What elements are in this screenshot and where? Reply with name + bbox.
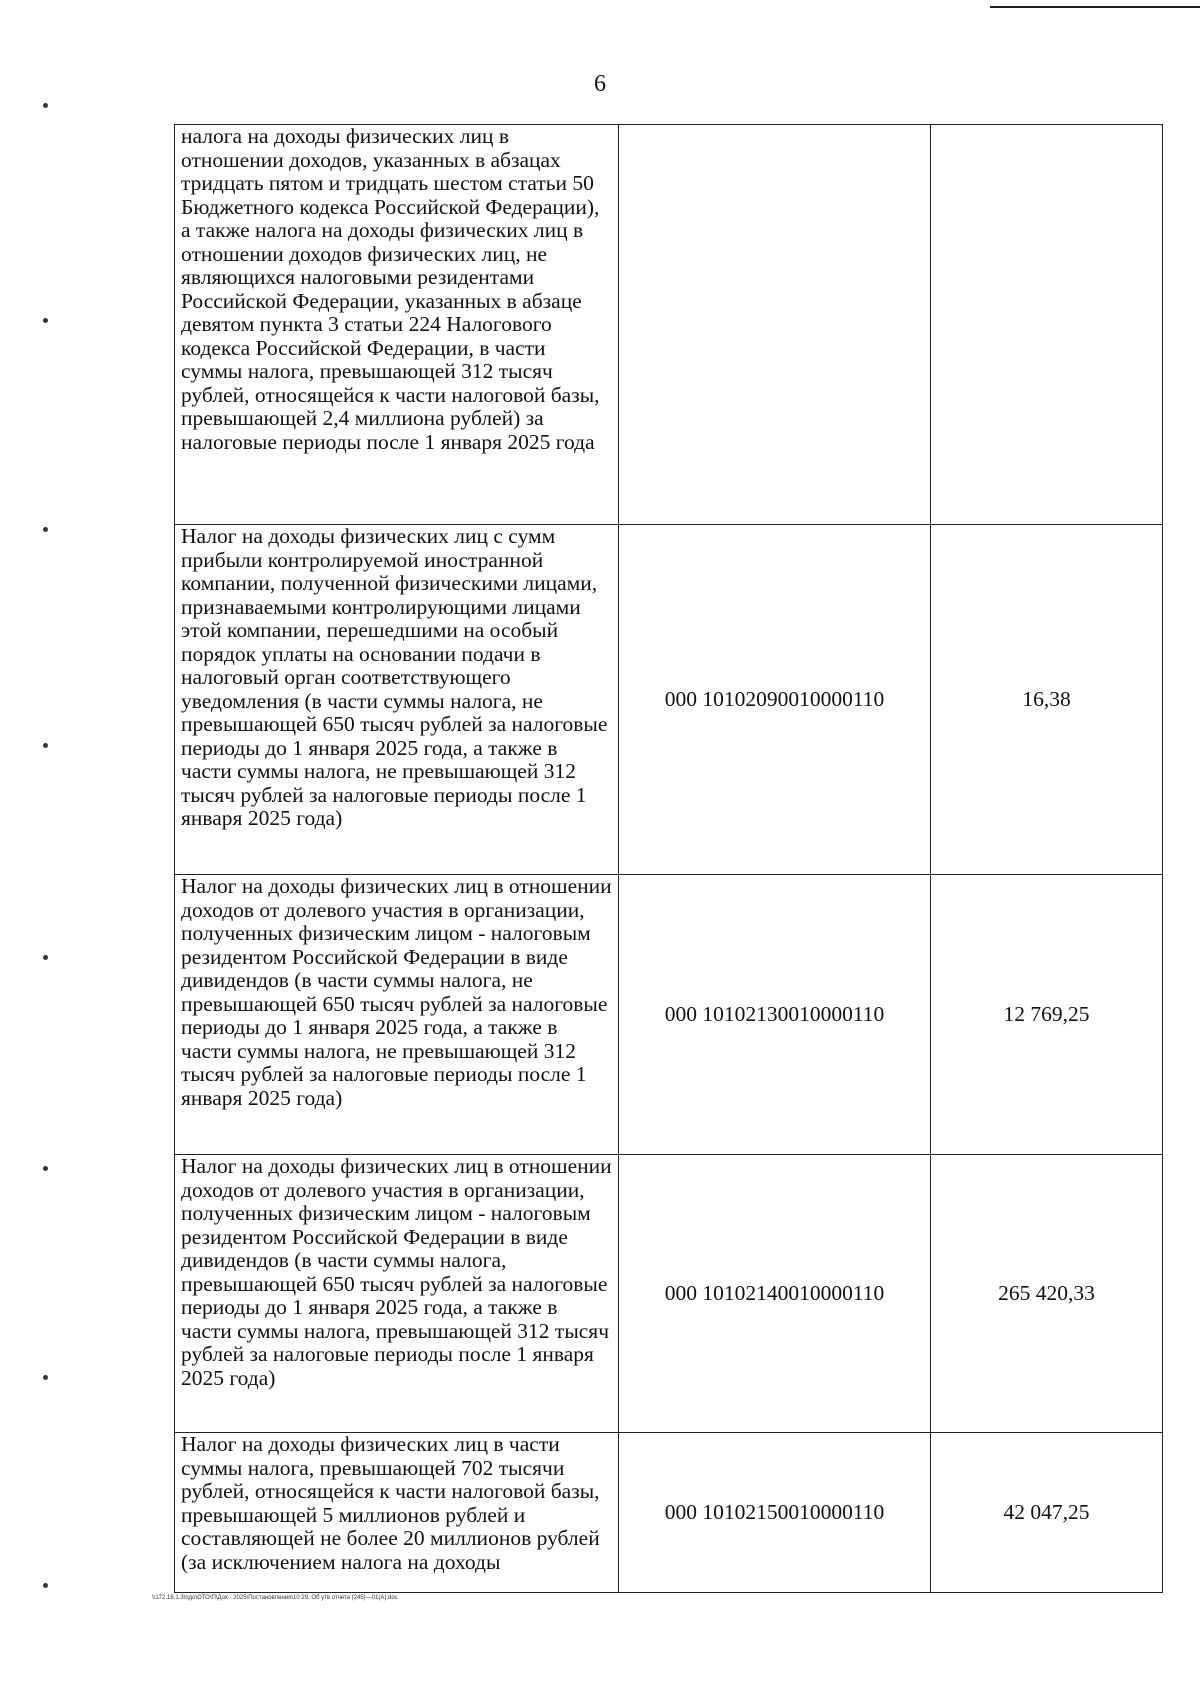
- amount-cell: 12 769,25: [931, 875, 1163, 1155]
- income-name-cell: Налог на доходы физических лиц с сумм прибыли контролируемой иностранной компании, полученной физическими лицами, признаваемыми контролирующими лицами этой компании, перешедшими на особый порядок уплаты на основании подачи в налоговый орган соответствующего уведомления (в части суммы налога, не превышающей 650 тысяч рублей за налоговые периоды до 1 января 2025 года, а также в части суммы налога, не превышающей 312 тысяч рублей за налоговые периоды после 1 января 2025 года): [175, 525, 619, 875]
- margin-dot: [43, 1166, 48, 1171]
- page-number: 6: [594, 71, 606, 97]
- top-rule: [990, 6, 1200, 8]
- amount-cell: [931, 125, 1163, 525]
- table-row: [175, 1433, 1163, 1593]
- margin-dot: [43, 1375, 48, 1380]
- budget-code-cell: 000 10102150010000110: [619, 1433, 931, 1593]
- table-row: [175, 125, 1163, 525]
- margin-dot: [43, 955, 48, 960]
- budget-code-cell: [619, 125, 931, 525]
- margin-dot: [43, 743, 48, 748]
- amount-cell: 265 420,33: [931, 1155, 1163, 1433]
- table-row: [175, 1155, 1163, 1433]
- document-file-path: \\172.16.1.3\пдо\ОТО\П\Дох - 2025\Постановления\10 29. Об утв отчета (245)—01(А).doc: [152, 1595, 398, 1601]
- table-row: [175, 525, 1163, 875]
- table-row: [175, 875, 1163, 1155]
- income-name-cell: Налог на доходы физических лиц в части суммы налога, превышающей 702 тысячи рублей, относящейся к части налоговой базы, превышающей 5 миллионов рублей и составляющей не более 20 миллионов рублей (за исключением налога на доходы: [175, 1433, 619, 1593]
- amount-cell: 42 047,25: [931, 1433, 1163, 1593]
- income-name-cell: Налог на доходы физических лиц в отношении доходов от долевого участия в организации, полученных физическим лицом - налоговым резидентом Российской Федерации в виде дивидендов (в части суммы налога, превышающей 650 тысяч рублей за налоговые периоды до 1 января 2025 года, а также в части суммы налога, превышающей 312 тысяч рублей за налоговые периоды после 1 января 2025 года): [175, 1155, 619, 1433]
- budget-code-cell: 000 10102090010000110: [619, 525, 931, 875]
- amount-cell: 16,38: [931, 525, 1163, 875]
- income-name-cell: налога на доходы физических лиц в отношении доходов, указанных в абзацах тридцать пятом и тридцать шестом статьи 50 Бюджетного кодекса Российской Федерации), а также налога на доходы физических лиц в отношении доходов физических лиц, не являющихся налоговыми резидентами Российской Федерации, указанных в абзаце девятом пункта 3 статьи 224 Налогового кодекса Российской Федерации, в части суммы налога, превышающей 312 тысяч рублей, относящейся к части налоговой базы, превышающей 2,4 миллиона рублей) за налоговые периоды после 1 января 2025 года: [175, 125, 619, 525]
- budget-code-cell: 000 10102140010000110: [619, 1155, 931, 1433]
- margin-dot: [43, 103, 48, 108]
- income-name-cell: Налог на доходы физических лиц в отношении доходов от долевого участия в организации, полученных физическим лицом - налоговым резидентом Российской Федерации в виде дивидендов (в части суммы налога, не превышающей 650 тысяч рублей за налоговые периоды до 1 января 2025 года, а также в части суммы налога, не превышающей 312 тысяч рублей за налоговые периоды после 1 января 2025 года): [175, 875, 619, 1155]
- margin-dot: [43, 527, 48, 532]
- margin-dot: [43, 318, 48, 323]
- revenue-table: [174, 124, 1163, 1593]
- budget-code-cell: 000 10102130010000110: [619, 875, 931, 1155]
- margin-dot: [43, 1583, 48, 1588]
